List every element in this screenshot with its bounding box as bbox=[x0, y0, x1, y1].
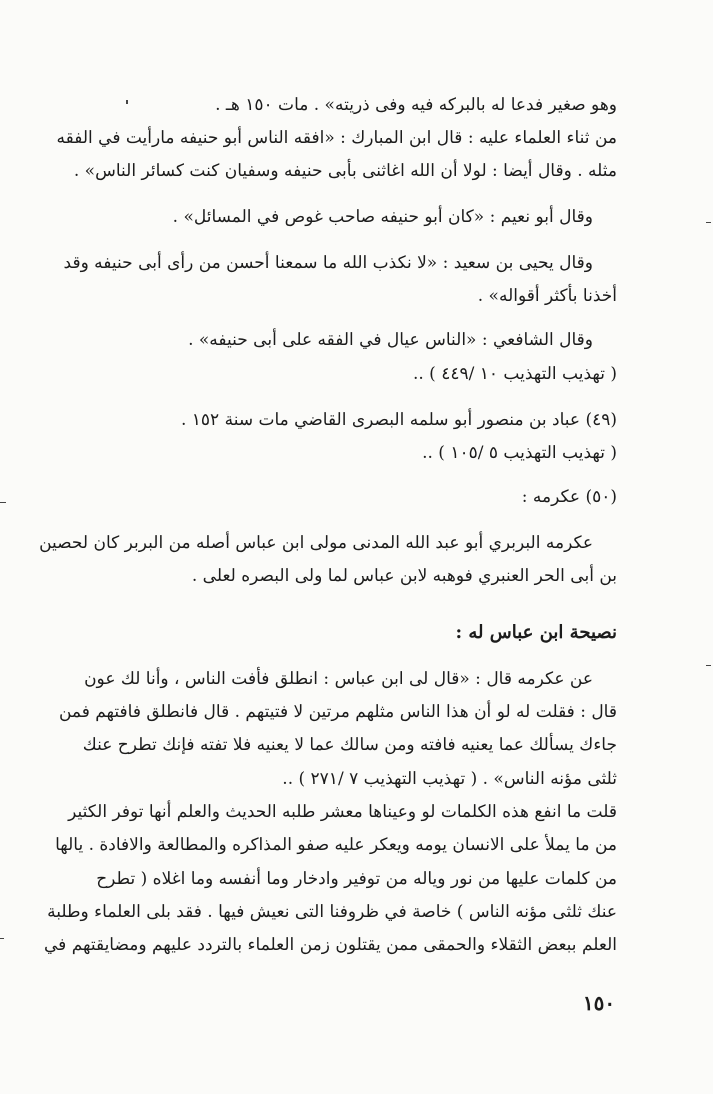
citation: ( تهذيب التهذيب ١٠ /٤٤٩ ) .. bbox=[412, 364, 617, 384]
scan-mark-left bbox=[0, 502, 6, 503]
text-line: وقال أبو نعيم : «كان أبو حنيفه صاحب غوص في المسائل» . bbox=[172, 207, 593, 227]
text-line: جاءك يسألك عما يعنيه فافته ومن سالك عما لا يعنيه فلا تفته فإنك تطرح عنك bbox=[82, 735, 617, 755]
text-line: من ما يملأ على الانسان يومه ويعكر عليه صفو المذاكره والمطالعة والافادة . يالها bbox=[55, 835, 617, 855]
text-line: من كلمات عليها من نور وياله من توفير وادخار وما أنفسه وما اغلاه ( تطرح bbox=[96, 869, 617, 889]
text-line: بن أبى الحر العنبري فوهبه لابن عباس لما ولى البصره لعلى . bbox=[191, 566, 617, 586]
entry-heading: (٥٠) عكرمه : bbox=[521, 487, 617, 507]
text-line: ثلثى مؤنه الناس» . ( تهذيب التهذيب ٧ /٢٧١ ) .. bbox=[282, 769, 617, 789]
text-line: قال : فقلت له لو أن هذا الناس مثلهم مرتين لا فتيتهم . قال فانطلق فافتهم فمن bbox=[58, 702, 617, 722]
text-line: وهو صغير فدعا له بالبركه فيه وفى ذريته» . مات ١٥٠ هـ . bbox=[215, 95, 617, 115]
scan-speck bbox=[126, 100, 128, 104]
section-heading: نصيحة ابن عباس له : bbox=[455, 622, 617, 643]
text-line: وقال الشافعي : «الناس عيال في الفقه على أبى حنيفه» . bbox=[188, 330, 593, 350]
text-line: (٤٩) عباد بن منصور أبو سلمه البصرى القاضي مات سنة ١٥٢ . bbox=[180, 410, 617, 430]
page-number: ١٥٠ bbox=[582, 991, 616, 1015]
text-line: عنك ثلثى مؤنه الناس ) خاصة في ظروفنا التى نعيش فيها . فقد بلى العلماء وطلبة bbox=[47, 902, 617, 922]
text-line: عكرمه البربري أبو عبد الله المدنى مولى ابن عباس أصله من البربر كان لحصين bbox=[39, 533, 593, 553]
text-line: وقال يحيى بن سعيد : «لا نكذب الله ما سمعنا أحسن من رأى أبى حنيفه وقد bbox=[63, 253, 593, 273]
text-line: العلم ببعض الثقلاء والحمقى ممن يقتلون زمن العلماء بالتردد عليهم ومضايقتهم في bbox=[44, 935, 617, 955]
scan-mark-right bbox=[706, 222, 711, 223]
scan-mark-right bbox=[706, 665, 711, 666]
text-line: عن عكرمه قال : «قال لى ابن عباس : انطلق فأفت الناس ، وأنا لك عون bbox=[84, 669, 593, 689]
text-line: مثله . وقال أيضا : لولا أن الله اغاثنى بأبى حنيفه وسفيان كنت كسائر الناس» . bbox=[73, 161, 617, 181]
text-line: من ثناء العلماء عليه : قال ابن المبارك : «افقه الناس أبو حنيفه مارأيت في الفقه bbox=[56, 128, 617, 148]
text-line: قلت ما انفع هذه الكلمات لو وعيناها معشر طلبه الحديث والعلم أنها توفر الكثير bbox=[68, 802, 617, 822]
scan-mark-left bbox=[0, 938, 4, 939]
text-line: أخذنا بأكثر أقواله» . bbox=[477, 286, 617, 306]
citation: ( تهذيب التهذيب ٥ /١٠٥ ) .. bbox=[422, 443, 617, 463]
